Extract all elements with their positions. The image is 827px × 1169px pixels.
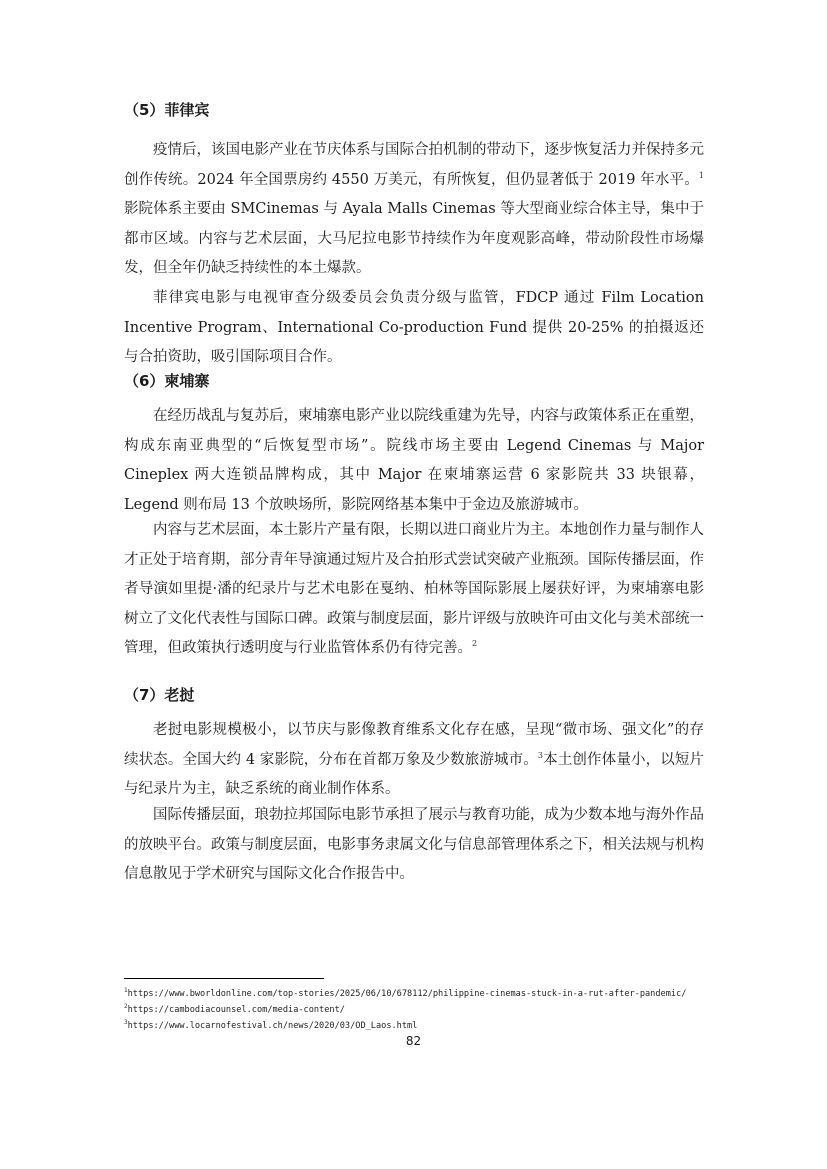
paragraph-laos-international: 国际传播层面，琅勃拉邦国际电影节承担了展示与教育功能，成为少数本地与海外作品的放映平台。政策与制度层面，电影事务隶属文化与信息部管理体系之下，相关法规与机构信息散见于学术研究与国际文化合作报告中。 (124, 807, 704, 882)
paragraph-laos-market (124, 716, 704, 805)
paragraph-philippines-policy: 菲律宾电影与电视审查分级委员会负责分级与监管，FDCP 通过 Film Location Incentive Program、International Co-production Fund 提供 20-25% 的拍摄返还与合拍资助，吸引国际项目合作。 (124, 290, 704, 365)
section-heading-cambodia: （6）柬埔寨 (124, 372, 210, 390)
paragraph-text: 影院体系主要由 SMCinemas 与 Ayala Malls Cinemas 等大型商业综合体主导，集中于都市区域。内容与艺术层面，大马尼拉电影节持续作为年度观影高峰，带动阶段性市场爆发，但全年仍缺乏持续性的本土爆款。 (124, 201, 704, 276)
footnote-divider (124, 978, 324, 979)
footnote-link[interactable]: https://www.bworldonline.com/top-stories/2025/06/10/678112/philippine-cinemas-stuck-in-a-rut-after-pandemic/ (127, 989, 687, 999)
footnote-ref-3[interactable]: 3 (537, 750, 543, 760)
paragraph-text: 老挝电影规模极小，以节庆与影像教育维系文化存在感，呈现“微市场、强文化”的存续状态。全国大约 4 家影院，分布在首都万象及少数旅游城市。 (124, 722, 704, 768)
paragraph-text: 疫情后，该国电影产业在节庆体系与国际合拍机制的带动下，逐步恢复活力并保持多元创作传统。2024 年全国票房约 4550 万美元，有所恢复，但仍显著低于 2019 年水平。 (124, 142, 704, 188)
section-heading-laos: （7）老挝 (124, 686, 195, 704)
paragraph-philippines-market (124, 136, 704, 284)
paragraph-cambodia-content (124, 516, 704, 664)
footnote-number: 2 (124, 1003, 128, 1010)
footnote-link[interactable]: https://www.locarnofestival.ch/news/2020/03/OD_Laos.html (127, 1021, 418, 1031)
paragraph-text: 内容与艺术层面，本土影片产量有限，长期以进口商业片为主。本地创作力量与制作人才正处于培育期，部分青年导演通过短片及合拍形式尝试突破产业瓶颈。国际传播层面，作者导演如里提·潘的纪录片与艺术电影在戛纳、柏林等国际影展上屡获好评，为柬埔寨电影树立了文化代表性与国际口碑。政策与制度层面，影片评级与放映许可由文化与美术部统一管理，但政策执行透明度与行业监管体系仍有待完善。 (124, 522, 704, 656)
footnote-number: 3 (124, 1019, 128, 1026)
footnote-2[interactable] (124, 1003, 345, 1017)
page-number: 82 (405, 1034, 422, 1048)
footnote-1[interactable] (124, 987, 686, 1001)
footnote-ref-2[interactable]: 2 (472, 639, 478, 648)
section-heading-philippines: （5）菲律宾 (124, 101, 210, 119)
paragraph-text: 本土创作体量小，以短片与纪录片为主，缺乏系统的商业制作体系。 (124, 751, 704, 797)
footnote-number: 1 (124, 987, 128, 994)
paragraph-cambodia-market: 在经历战乱与复苏后，柬埔寨电影产业以院线重建为先导，内容与政策体系正在重塑，构成东南亚典型的“后恢复型市场”。院线市场主要由 Legend Cinemas 与 Major Cineplex 两大连锁品牌构成，其中 Major 在柬埔寨运营 6 家影院共 33 块银幕，Legend 则布局 13 个放映场所，影院网络基本集中于金边及旅游城市。 (124, 408, 704, 513)
footnote-link[interactable]: https://cambodiacounsel.com/media-content/ (127, 1005, 345, 1015)
footnote-3[interactable] (124, 1019, 417, 1033)
footnote-ref-1[interactable]: 1 (698, 170, 704, 180)
